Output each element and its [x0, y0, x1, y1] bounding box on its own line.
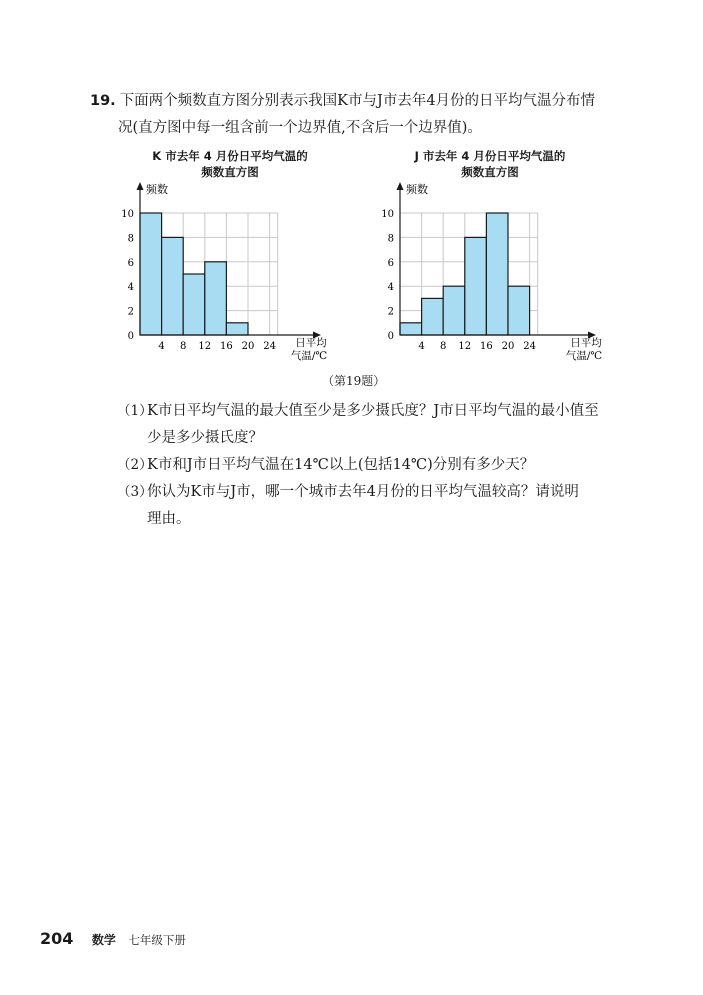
x-tick-label: 16 — [220, 341, 233, 352]
histogram-bar — [205, 262, 227, 335]
chart-k-title-line1: K 市去年 4 月份日平均气温的 — [152, 149, 308, 163]
histogram-bar — [486, 213, 508, 335]
x-tick-label: 16 — [480, 341, 493, 352]
y-tick-label: 0 — [387, 331, 394, 342]
x-tick-label: 20 — [501, 341, 515, 352]
question-list — [117, 398, 617, 533]
page-footer — [40, 929, 186, 948]
y-tick-label: 6 — [127, 257, 134, 269]
question-1-number: （1） — [117, 403, 153, 419]
chart-j-title-line1: J 市去年 4 月份日平均气温的 — [414, 149, 566, 163]
figure-caption: （第19题） — [322, 374, 386, 388]
page-number: 204 — [40, 929, 74, 948]
question-3-line1: 你认为K市与J市，哪一个城市去年4月份的日平均气温较高？请说明 — [147, 484, 579, 500]
histogram-bar — [183, 274, 205, 335]
problem-line-2 — [90, 115, 650, 142]
x-tick-label: 24 — [523, 341, 536, 352]
histogram-bar — [465, 237, 487, 335]
question-3-line2: 理由。 — [147, 511, 191, 527]
question-2 — [117, 452, 617, 479]
y-axis-label: 频数 — [146, 183, 168, 196]
problem-statement — [90, 88, 650, 142]
chart-j-histogram — [370, 180, 603, 370]
x-tick-label: 4 — [418, 341, 425, 352]
x-tick-label: 12 — [198, 341, 212, 352]
histogram-bar — [422, 298, 444, 335]
y-tick-label: 4 — [127, 282, 134, 294]
x-tick-label: 12 — [458, 341, 472, 352]
question-2-text: K市和J市日平均气温在14℃以上(包括14℃)分别有多少天？ — [147, 457, 535, 473]
histogram-bar — [443, 286, 465, 335]
chart-j-title-line2: 频数直方图 — [461, 165, 519, 179]
question-1 — [117, 398, 617, 452]
chart-k-title-line2: 频数直方图 — [201, 165, 259, 179]
problem-text-2: 况(直方图中每一组含前一个边界值,不含后一个边界值)。 — [118, 120, 482, 136]
y-tick-label: 10 — [121, 209, 134, 220]
x-axis-label-line2: 气温/℃ — [290, 350, 328, 362]
grade-label: 七年级下册 — [128, 933, 186, 947]
question-2-number: （2） — [117, 457, 153, 473]
question-1-line2: 少是多少摄氏度？ — [147, 430, 263, 446]
problem-line-1 — [90, 88, 650, 115]
x-tick-label: 4 — [158, 341, 165, 352]
x-tick-label: 8 — [180, 341, 187, 352]
y-tick-label: 8 — [127, 233, 134, 245]
y-tick-label: 4 — [387, 282, 394, 294]
x-axis-label-line1: 日平均 — [295, 337, 327, 349]
x-axis-label-line2: 气温/℃ — [565, 350, 603, 362]
y-axis-arrow — [137, 182, 144, 190]
x-axis-label-line1: 日平均 — [570, 337, 602, 349]
histogram-bar — [508, 286, 530, 335]
question-1-text — [147, 398, 617, 452]
problem-text-1: 下面两个频数直方图分别表示我国K市与J市去年4月份的日平均气温分布情 — [119, 93, 596, 109]
problem-number: 19. — [90, 93, 116, 109]
y-tick-label: 0 — [127, 331, 134, 342]
subject-label: 数学 — [91, 933, 116, 947]
question-1-line1: K市日平均气温的最大值至少是多少摄氏度？J市日平均气温的最小值至 — [147, 403, 599, 419]
question-3-text — [147, 479, 617, 533]
chart-k-histogram — [110, 180, 328, 370]
y-axis-arrow — [397, 182, 404, 190]
histogram-bar — [226, 323, 248, 335]
y-tick-label: 2 — [127, 306, 134, 318]
x-tick-label: 8 — [440, 341, 447, 352]
chart-j-title — [370, 148, 610, 180]
histogram-bar — [400, 323, 422, 335]
question-3 — [117, 479, 617, 533]
x-tick-label: 24 — [263, 341, 276, 352]
y-tick-label: 8 — [387, 233, 394, 245]
question-3-number: （3） — [117, 484, 153, 500]
y-tick-label: 2 — [387, 306, 394, 318]
y-tick-label: 6 — [387, 257, 394, 269]
histogram-bar — [140, 213, 162, 335]
y-tick-label: 10 — [381, 209, 394, 220]
histogram-bar — [162, 237, 184, 335]
x-tick-label: 20 — [241, 341, 255, 352]
y-axis-label: 频数 — [406, 183, 428, 196]
chart-k-title — [110, 148, 350, 180]
